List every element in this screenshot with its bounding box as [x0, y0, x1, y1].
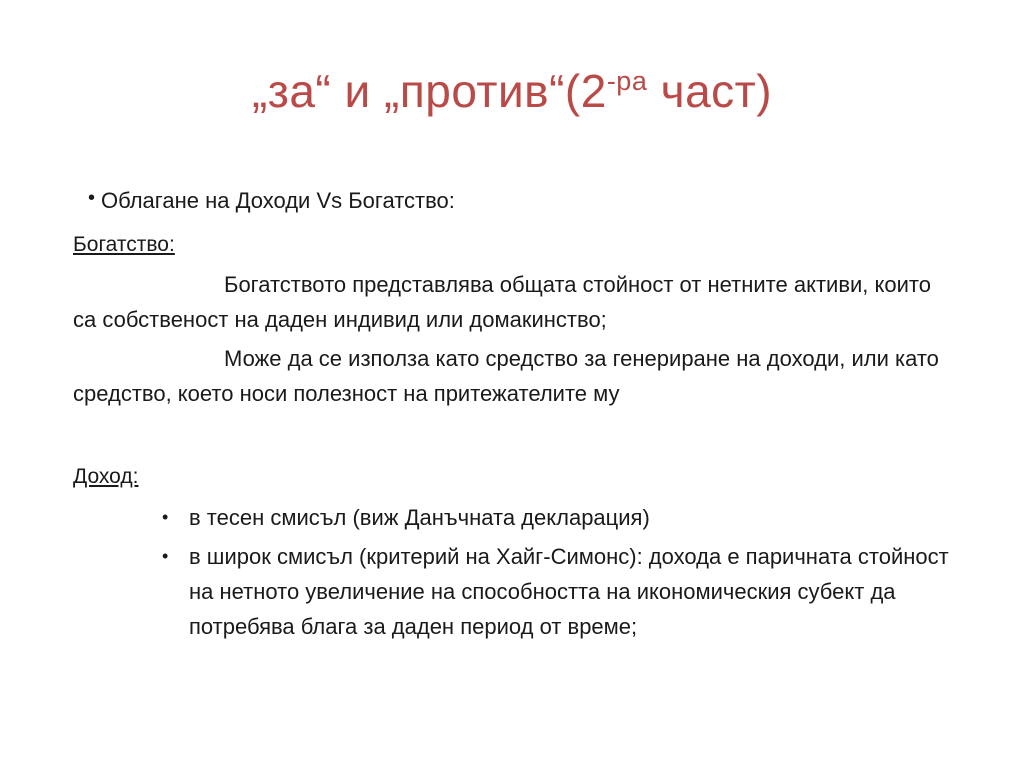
income-bullet-broad-text: в широк смисъл (критерий на Хайг-Симонс): дохода е паричната стойност на нетното увеличение на способността на икономическия субект да потребява блага за даден период от време; [189, 544, 949, 639]
main-bullet-text: Облагане на Доходи Vs Богатство: [101, 188, 455, 213]
income-bullet-narrow-text: в тесен смисъл (виж Данъчната декларация) [189, 505, 650, 530]
slide-title-superscript: -ра [606, 66, 648, 96]
income-heading: Доход: [73, 465, 139, 488]
bullet-icon: • [162, 507, 169, 527]
wealth-definition-paragraph: Богатството представлява общата стойност от нетните активи, които са собственост на даден индивид или домакинство; [73, 272, 931, 332]
bullet-icon: • [162, 546, 169, 566]
slide-title [0, 64, 1024, 118]
slide-title-main: „за“ и „против“(2 [251, 65, 607, 117]
wealth-usage-paragraph: Може да се използа като средство за генериране на доходи, или като средство, което носи полезност на притежателите му [73, 346, 939, 406]
wealth-heading: Богатство: [73, 233, 175, 256]
slide-title-end: част) [647, 65, 773, 117]
income-bullet-narrow [162, 500, 962, 535]
income-bullet-broad [162, 539, 962, 644]
bullet-icon: • [88, 187, 96, 209]
